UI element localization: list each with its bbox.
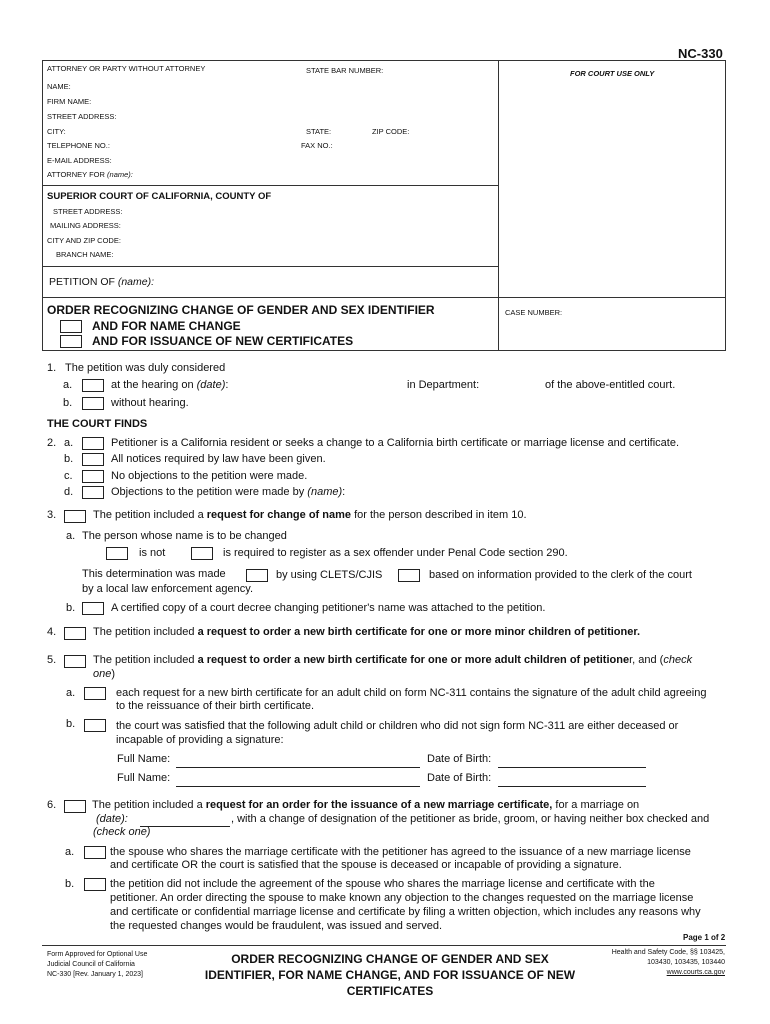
court-branch-label: BRANCH NAME: (56, 250, 114, 259)
item1b-text: without hearing. (111, 397, 189, 409)
item1b-checkbox[interactable] (82, 397, 104, 410)
item5a-letter: a. (66, 687, 76, 699)
item2c-text: No objections to the petition were made. (111, 470, 308, 482)
item6b-line3: and certificate or confidential marriage license and certificate by filing a written objection, which includes any reasons why (110, 906, 701, 918)
item3b-text: A certified copy of a court decree changing petitioner's name was attached to the petition. (111, 602, 546, 614)
item1a-department-label: in Department: (407, 379, 480, 391)
item6a-checkbox[interactable] (84, 846, 106, 859)
item5b-line2: incapable of providing a signature: (116, 734, 284, 746)
court-city-label: CITY AND ZIP CODE: (47, 236, 121, 245)
item6b-letter: b. (65, 878, 75, 890)
item3-text: The petition included a request for change of name for the person described in item 10. (93, 509, 527, 521)
court-use-label: FOR COURT USE ONLY (570, 69, 655, 78)
item6-text: The petition included a request for an order for the issuance of a new marriage certificate, for a marriage on (92, 799, 640, 811)
item4-number: 4. (47, 626, 57, 638)
item6b-line1: the petition did not include the agreement of the spouse who shares the marriage license and certificate with the (110, 878, 655, 890)
telephone-label: TELEPHONE NO.: (47, 141, 110, 150)
item2a-letter: a. (64, 437, 74, 449)
order-title-line2: AND FOR NAME CHANGE (92, 319, 241, 333)
court-section-divider (42, 266, 498, 267)
email-label: E-MAIL ADDRESS: (47, 156, 112, 165)
item3b-letter: b. (66, 602, 76, 614)
footer-right: Health and Safety Code, §§ 103425, 103430, 103435, 103440 www.courts.ca.gov (585, 948, 725, 978)
form-number: NC-330 (678, 46, 723, 61)
petition-section-divider (42, 297, 726, 298)
item6-check-one: (check one) (93, 826, 151, 838)
item6-number: 6. (47, 799, 57, 811)
item2-number: 2. (47, 437, 57, 449)
is-required-label: is required to register as a sex offender under Penal Code section 290. (223, 547, 568, 559)
footer-title: ORDER RECOGNIZING CHANGE OF GENDER AND SEX IDENTIFIER, FOR NAME CHANGE, AND FOR ISSUANCE OF NEW CERTIFICATES (204, 952, 576, 998)
order-title-line3: AND FOR ISSUANCE OF NEW CERTIFICATES (92, 334, 354, 348)
case-number-label: CASE NUMBER: (505, 308, 563, 317)
item5b-line1: the court was satisfied that the following adult child or children who did not sign form NC-311 are either deceased or (116, 720, 679, 732)
marriage-date-field[interactable] (140, 826, 230, 827)
clets-checkbox[interactable] (246, 569, 268, 582)
is-not-checkbox[interactable] (106, 547, 128, 560)
item6a-line2: and certificate OR the court is satisfied that the spouse is deceased or incapable of providing a signature. (110, 859, 622, 871)
item6a-line1: the spouse who shares the marriage certificate with the petitioner has agreed to the issuance of a new marriage license (110, 846, 691, 858)
footer-rule (42, 945, 726, 946)
item1a-letter: a. (63, 379, 73, 391)
item2a-checkbox[interactable] (82, 437, 104, 450)
item6b-checkbox[interactable] (84, 878, 106, 891)
item5a-line2: to the reissuance of their birth certificate. (116, 700, 315, 712)
attorney-label: ATTORNEY OR PARTY WITHOUT ATTORNEY (47, 64, 206, 73)
court-finds-heading: THE COURT FINDS (47, 418, 148, 430)
item2b-checkbox[interactable] (82, 453, 104, 466)
item1-text: The petition was duly considered (65, 362, 226, 374)
item3a-letter: a. (66, 530, 76, 542)
full-name-label-1: Full Name: (117, 753, 171, 765)
item1-number: 1. (47, 362, 57, 374)
dob-field-2[interactable] (498, 786, 646, 787)
item6b-line4: the requested changes would be fraudulent, was issued and served. (110, 920, 443, 932)
state-label: STATE: (306, 127, 332, 136)
firm-name-label: FIRM NAME: (47, 97, 92, 106)
item2c-checkbox[interactable] (82, 470, 104, 483)
attorney-for-label: ATTORNEY FOR (name): (47, 170, 133, 179)
item2d-checkbox[interactable] (82, 486, 104, 499)
item2c-letter: c. (64, 470, 73, 482)
item6b-line2: petitioner. An order directing the spouse to make known any objection to the changes requested on the marriage license (110, 892, 694, 904)
caption-left-border (42, 60, 43, 350)
item5-number: 5. (47, 654, 57, 666)
item2d-letter: d. (64, 486, 74, 498)
court-title: SUPERIOR COURT OF CALIFORNIA, COUNTY OF (47, 191, 272, 202)
street-address-label: STREET ADDRESS: (47, 112, 117, 121)
local-law-text: by a local law enforcement agency. (82, 583, 253, 595)
item4-text: The petition included a request to order a new birth certificate for one or more minor children of petitioner. (93, 626, 641, 638)
state-bar-label: STATE BAR NUMBER: (306, 66, 384, 75)
item5-text: The petition included a request to order a new birth certificate for one or more adult children of petitioner, and (check (93, 654, 693, 666)
court-street-label: STREET ADDRESS: (53, 207, 123, 216)
is-not-label: is not (139, 547, 166, 559)
attorney-section-divider (42, 185, 498, 186)
item2a-text: Petitioner is a California resident or seeks a change to a California birth certificate or marriage license and certificate. (111, 437, 679, 449)
item5b-checkbox[interactable] (84, 719, 106, 732)
determination-label: This determination was made (82, 568, 226, 580)
new-certificates-checkbox[interactable] (60, 335, 82, 348)
item4-checkbox[interactable] (64, 627, 86, 640)
city-label: CITY: (47, 127, 66, 136)
item5a-line1: each request for a new birth certificate for an adult child on form NC-311 contains the signature of the adult child agreeing (116, 687, 707, 699)
item5a-checkbox[interactable] (84, 687, 106, 700)
name-label: NAME: (47, 82, 71, 91)
item3-checkbox[interactable] (64, 510, 86, 523)
name-change-checkbox[interactable] (60, 320, 82, 333)
dob-label-1: Date of Birth: (427, 753, 492, 765)
item3b-checkbox[interactable] (82, 602, 104, 615)
item6-text-line2: , with a change of designation of the petitioner as bride, groom, or having neither box checked and (231, 813, 710, 825)
item3-number: 3. (47, 509, 57, 521)
clerk-info-checkbox[interactable] (398, 569, 420, 582)
petition-of-label: PETITION OF (name): (49, 276, 155, 288)
court-mailing-label: MAILING ADDRESS: (50, 221, 121, 230)
item1a-checkbox[interactable] (82, 379, 104, 392)
item5-text-line2: one) (93, 668, 116, 680)
full-name-field-1[interactable] (176, 767, 420, 768)
zip-label: ZIP CODE: (372, 127, 410, 136)
caption-bottom-border (42, 350, 726, 351)
caption-right-border (725, 60, 726, 350)
is-required-checkbox[interactable] (191, 547, 213, 560)
item6a-letter: a. (65, 846, 75, 858)
item6-checkbox[interactable] (64, 800, 86, 813)
item5b-letter: b. (66, 718, 76, 730)
full-name-label-2: Full Name: (117, 772, 171, 784)
item1a-text: at the hearing on (date): (111, 379, 229, 391)
item1a-court-text: of the above-entitled court. (545, 379, 676, 391)
dob-field-1[interactable] (498, 767, 646, 768)
fax-label: FAX NO.: (301, 141, 333, 150)
page-number: Page 1 of 2 (683, 933, 726, 942)
item2b-letter: b. (64, 453, 74, 465)
item5-checkbox[interactable] (64, 655, 86, 668)
item6-date-label: (date): (96, 813, 128, 825)
item2d-text: Objections to the petition were made by (name): (111, 486, 346, 498)
order-title-line1: ORDER RECOGNIZING CHANGE OF GENDER AND SEX IDENTIFIER (47, 303, 435, 317)
clets-label: by using CLETS/CJIS (276, 569, 383, 581)
dob-label-2: Date of Birth: (427, 772, 492, 784)
caption-divider (498, 60, 499, 350)
courts-link[interactable]: www.courts.ca.gov (666, 969, 725, 976)
footer-left: Form Approved for Optional Use Judicial Council of California NC-330 [Rev. January 1, 2023] (47, 951, 148, 978)
full-name-field-2[interactable] (176, 786, 420, 787)
caption-top-border (42, 60, 726, 61)
item3a-text: The person whose name is to be changed (82, 530, 287, 542)
item1b-letter: b. (63, 397, 73, 409)
clerk-info-label: based on information provided to the clerk of the court (429, 569, 692, 581)
item2b-text: All notices required by law have been given. (111, 453, 326, 465)
